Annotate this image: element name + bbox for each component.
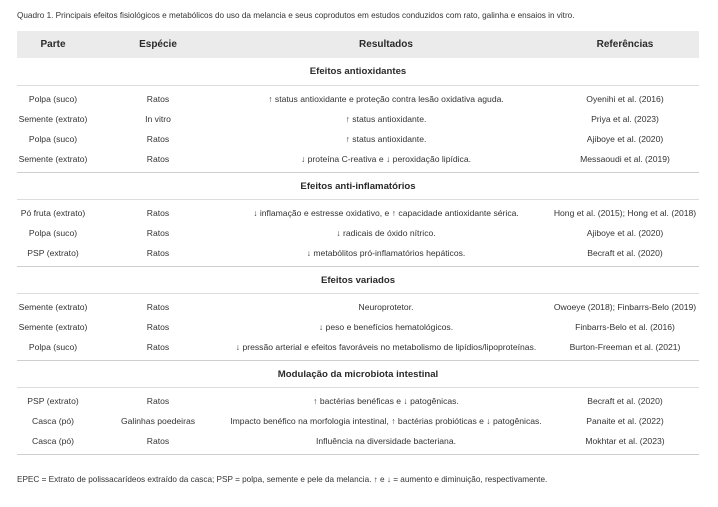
table-footnote: EPEC = Extrato de polissacarídeos extraído da casca; PSP = polpa, semente e pele da melancia. ↑ e ↓ = aumento e diminuição, respectivamente. xyxy=(17,475,548,484)
cell-referencias: Burton-Freeman et al. (2021) xyxy=(569,342,681,352)
cell-especie: Ratos xyxy=(146,208,170,218)
table-row xyxy=(17,223,699,243)
table-row xyxy=(17,129,699,149)
section-title: Efeitos antioxidantes xyxy=(17,58,699,86)
cell-referencias: Becraft et al. (2020) xyxy=(587,248,663,258)
table-row xyxy=(17,431,699,451)
header-parte: Parte xyxy=(40,39,66,50)
cell-resultados: ↓ pressão arterial e efeitos favoráveis no metabolismo de lipídios/lipoproteínas. xyxy=(235,342,537,352)
cell-especie: Galinhas poedeiras xyxy=(120,416,196,426)
cell-resultados: ↓ metabólitos pró-inflamatórios hepáticos. xyxy=(306,248,466,258)
cell-parte: Pó fruta (extrato) xyxy=(20,208,86,218)
cell-referencias: Finbarrs-Belo et al. (2016) xyxy=(575,322,675,332)
table-row xyxy=(17,297,699,317)
cell-referencias: Hong et al. (2015); Hong et al. (2018) xyxy=(553,208,697,218)
cell-referencias: Ajiboye et al. (2020) xyxy=(586,134,664,144)
cell-parte: Polpa (suco) xyxy=(28,342,78,352)
table-row xyxy=(17,391,699,411)
cell-especie: Ratos xyxy=(146,94,170,104)
cell-referencias: Oyenihi et al. (2016) xyxy=(586,94,664,104)
section-title: Efeitos anti-inflamatórios xyxy=(17,172,699,200)
cell-parte: Casca (pó) xyxy=(31,436,75,446)
cell-especie: Ratos xyxy=(146,248,170,258)
cell-referencias: Becraft et al. (2020) xyxy=(587,396,663,406)
cell-resultados: ↑ status antioxidante. xyxy=(345,134,427,144)
cell-especie: Ratos xyxy=(146,436,170,446)
header-especie: Espécie xyxy=(139,39,177,50)
table-row xyxy=(17,337,699,357)
table-body xyxy=(17,58,699,451)
cell-referencias: Messaoudi et al. (2019) xyxy=(580,154,670,164)
cell-parte: Casca (pó) xyxy=(31,416,75,426)
cell-parte: Polpa (suco) xyxy=(28,94,78,104)
table-header xyxy=(17,31,699,58)
cell-especie: Ratos xyxy=(146,322,170,332)
cell-resultados: Impacto benéfico na morfologia intestinal, ↑ bactérias probióticas e ↓ patogênicas. xyxy=(230,416,542,426)
cell-resultados: Influência na diversidade bacteriana. xyxy=(316,436,456,446)
section-title: Modulação da microbiota intestinal xyxy=(17,360,699,388)
table-row xyxy=(17,317,699,337)
cell-referencias: Ajiboye et al. (2020) xyxy=(586,228,664,238)
cell-referencias: Priya et al. (2023) xyxy=(591,114,659,124)
cell-resultados: Neuroprotetor. xyxy=(358,302,414,312)
header-referencias: Referências xyxy=(596,39,654,50)
cell-parte: Semente (extrato) xyxy=(18,302,88,312)
cell-parte: Semente (extrato) xyxy=(18,114,88,124)
cell-especie: In vitro xyxy=(145,114,171,124)
cell-especie: Ratos xyxy=(146,396,170,406)
cell-resultados: ↓ inflamação e estresse oxidativo, e ↑ capacidade antioxidante sérica. xyxy=(253,208,519,218)
cell-resultados: ↓ peso e benefícios hematológicos. xyxy=(318,322,454,332)
cell-especie: Ratos xyxy=(146,134,170,144)
cell-resultados: ↓ proteína C-reativa e ↓ peroxidação lipídica. xyxy=(300,154,472,164)
cell-referencias: Panaite et al. (2022) xyxy=(586,416,664,426)
table-row xyxy=(17,89,699,109)
cell-parte: Polpa (suco) xyxy=(28,134,78,144)
table-bottom-rule xyxy=(17,454,699,455)
cell-parte: PSP (extrato) xyxy=(27,396,79,406)
table-caption: Quadro 1. Principais efeitos fisiológicos e metabólicos do uso da melancia e seus coprodutos em estudos conduzidos com rato, galinha e ensaios in vitro. xyxy=(17,11,575,20)
header-resultados: Resultados xyxy=(359,39,413,50)
cell-parte: Semente (extrato) xyxy=(18,322,88,332)
table-row xyxy=(17,411,699,431)
table-row xyxy=(17,203,699,223)
cell-especie: Ratos xyxy=(146,302,170,312)
section-title: Efeitos variados xyxy=(17,266,699,294)
cell-parte: Semente (extrato) xyxy=(18,154,88,164)
cell-referencias: Owoeye (2018); Finbarrs-Belo (2019) xyxy=(553,302,697,312)
table-row xyxy=(17,149,699,169)
table-row xyxy=(17,243,699,263)
cell-parte: PSP (extrato) xyxy=(27,248,79,258)
table-row xyxy=(17,109,699,129)
cell-referencias: Mokhtar et al. (2023) xyxy=(585,436,665,446)
cell-resultados: ↓ radicais de óxido nítrico. xyxy=(336,228,436,238)
cell-especie: Ratos xyxy=(146,228,170,238)
cell-especie: Ratos xyxy=(146,154,170,164)
cell-resultados: ↑ status antioxidante. xyxy=(345,114,427,124)
cell-especie: Ratos xyxy=(146,342,170,352)
cell-parte: Polpa (suco) xyxy=(28,228,78,238)
cell-resultados: ↑ status antioxidante e proteção contra lesão oxidativa aguda. xyxy=(268,94,504,104)
cell-resultados: ↑ bactérias benéficas e ↓ patogênicas. xyxy=(313,396,459,406)
effects-table xyxy=(17,31,699,455)
